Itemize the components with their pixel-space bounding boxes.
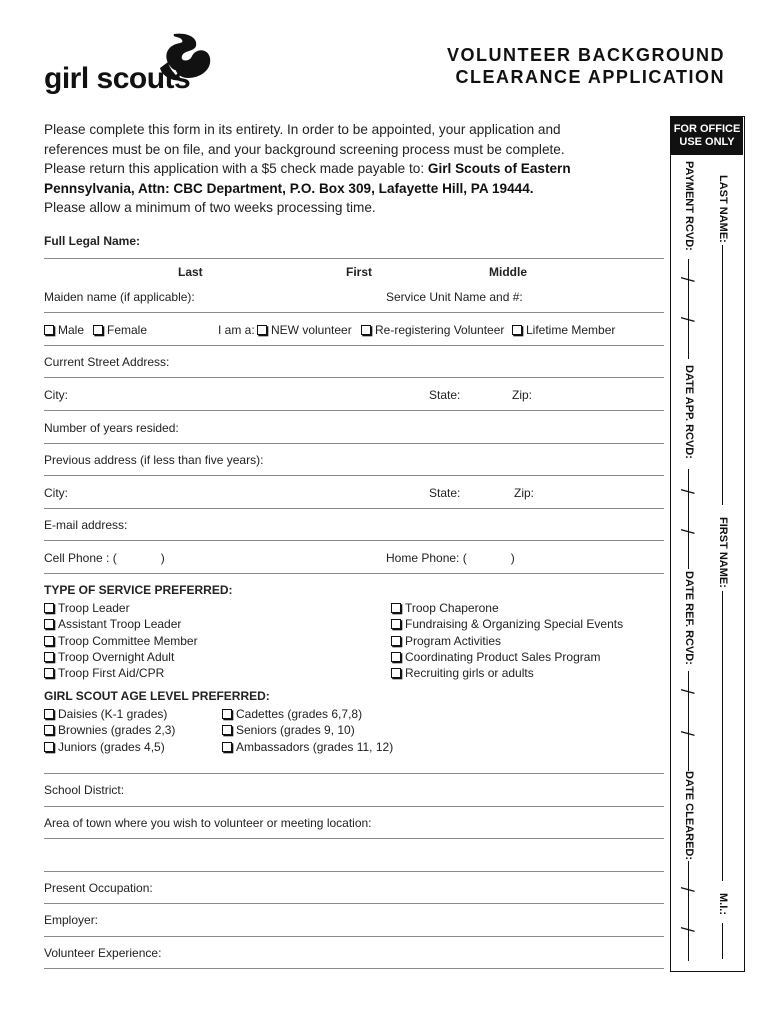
zip-label: Zip:: [514, 486, 535, 500]
current-address-field[interactable]: [44, 377, 664, 378]
email-field[interactable]: [44, 540, 664, 541]
service-heading: TYPE OF SERVICE PREFERRED:: [44, 583, 233, 597]
checkbox-icon: [257, 325, 267, 335]
age-level-option[interactable]: [44, 707, 167, 721]
intro-line: Please allow a minimum of two weeks processing time.: [44, 200, 376, 215]
service-option-label: Troop Overnight Adult: [58, 650, 175, 664]
school-district-label: School District:: [44, 783, 125, 797]
office-head-line: USE ONLY: [679, 136, 735, 148]
male-label: Male: [58, 323, 85, 337]
mi-office-field[interactable]: [722, 923, 723, 959]
occupation-label: Present Occupation:: [44, 881, 153, 895]
lifetime-member-label: Lifetime Member: [526, 323, 616, 337]
date-cleared-label: DATE CLEARED:: [683, 771, 695, 861]
middle-label: Middle: [489, 265, 527, 279]
checkbox-icon: [391, 636, 401, 646]
divider: [44, 773, 664, 774]
occupation-field[interactable]: [44, 903, 664, 904]
office-use-panel: [670, 116, 745, 972]
date-slash: /: [677, 529, 697, 535]
state-label: State:: [429, 486, 461, 500]
checkbox-icon: [44, 652, 54, 662]
date-ref-rcvd-label: DATE REF. RCVD:: [683, 571, 695, 665]
city-label: City:: [44, 388, 68, 402]
service-option[interactable]: [44, 617, 181, 631]
re-registering-checkbox[interactable]: [361, 323, 504, 337]
age-level-label: Seniors (grades 9, 10): [236, 723, 355, 737]
checkbox-icon: [222, 725, 232, 735]
maiden-name-label: Maiden name (if applicable):: [44, 290, 195, 304]
age-level-option[interactable]: [222, 707, 362, 721]
checkbox-icon: [222, 709, 232, 719]
cell-phone-close: ): [160, 551, 165, 565]
title-line-2: CLEARANCE APPLICATION: [455, 67, 725, 87]
checkbox-icon: [391, 652, 401, 662]
re-registering-label: Re-registering Volunteer: [375, 323, 505, 337]
full-legal-name-label: Full Legal Name:: [44, 234, 141, 248]
previous-city-field[interactable]: [44, 508, 664, 509]
date-slash: /: [677, 731, 697, 737]
maiden-name-field[interactable]: [44, 312, 664, 313]
years-resided-label: Number of years resided:: [44, 421, 179, 435]
checkbox-icon: [93, 325, 103, 335]
school-district-field[interactable]: [44, 806, 664, 807]
date-slash: /: [677, 689, 697, 695]
last-name-office-field[interactable]: [722, 245, 723, 505]
checkbox-icon: [44, 325, 54, 335]
checkbox-icon: [44, 725, 54, 735]
intro-address-bold: Girl Scouts of Eastern: [427, 161, 571, 176]
service-option-label: Troop First Aid/CPR: [58, 666, 165, 680]
checkbox-icon: [222, 742, 232, 752]
office-use-header: [671, 117, 743, 155]
email-label: E-mail address:: [44, 518, 128, 532]
employer-label: Employer:: [44, 913, 99, 927]
divider: [44, 345, 664, 346]
lifetime-member-checkbox[interactable]: [512, 323, 615, 337]
last-label: Last: [178, 265, 203, 279]
home-phone-close: ): [510, 551, 515, 565]
i-am-a-label: I am a:: [218, 323, 255, 337]
full-legal-name-field[interactable]: [44, 258, 664, 259]
area-of-town-field-2[interactable]: [44, 871, 664, 872]
first-name-office-label: FIRST NAME:: [717, 517, 729, 588]
checkbox-icon: [44, 668, 54, 678]
checkbox-icon: [44, 619, 54, 629]
cell-phone-open: Cell Phone : (: [44, 551, 117, 565]
date-app-rcvd-field[interactable]: [688, 469, 689, 569]
zip-label: Zip:: [512, 388, 533, 402]
age-level-label: Brownies (grades 2,3): [58, 723, 176, 737]
service-option-label: Recruiting girls or adults: [405, 666, 534, 680]
age-level-label: Ambassadors (grades 11, 12): [236, 740, 394, 754]
previous-address-label: Previous address (if less than five years):: [44, 453, 264, 467]
city-label: City:: [44, 486, 68, 500]
age-level-heading: GIRL SCOUT AGE LEVEL PREFERRED:: [44, 689, 270, 703]
date-slash: /: [677, 489, 697, 495]
new-volunteer-checkbox[interactable]: [257, 323, 352, 337]
age-level-option[interactable]: [44, 723, 175, 737]
female-label: Female: [107, 323, 148, 337]
payment-rcvd-label: PAYMENT RCVD:: [683, 161, 695, 251]
service-option[interactable]: [391, 617, 623, 631]
service-option[interactable]: [391, 666, 534, 680]
area-of-town-label: Area of town where you wish to volunteer or meeting location:: [44, 816, 372, 830]
volunteer-experience-label: Volunteer Experience:: [44, 946, 162, 960]
intro-paragraph: [44, 120, 644, 218]
male-checkbox[interactable]: [44, 323, 84, 337]
checkbox-icon: [391, 619, 401, 629]
date-ref-rcvd-field[interactable]: [688, 671, 689, 771]
mi-office-label: M.I.:: [717, 893, 729, 915]
service-option[interactable]: [391, 634, 501, 648]
checkbox-icon: [44, 603, 54, 613]
checkbox-icon: [44, 636, 54, 646]
new-volunteer-label: NEW volunteer: [271, 323, 352, 337]
intro-line: Please complete this form in its entirety. In order to be appointed, your application and: [44, 122, 561, 137]
last-name-office-label: LAST NAME:: [717, 175, 729, 243]
age-level-option[interactable]: [222, 723, 355, 737]
first-label: First: [346, 265, 373, 279]
home-phone-open: Home Phone: (: [386, 551, 467, 565]
service-option-label: Fundraising & Organizing Special Events: [405, 617, 624, 631]
first-name-office-field[interactable]: [722, 591, 723, 881]
checkbox-icon: [44, 709, 54, 719]
service-option[interactable]: [391, 650, 600, 664]
service-option[interactable]: [44, 666, 164, 680]
checkbox-icon: [391, 668, 401, 678]
service-unit-label: Service Unit Name and #:: [386, 290, 523, 304]
volunteer-experience-field[interactable]: [44, 968, 664, 969]
current-address-label: Current Street Address:: [44, 355, 170, 369]
date-app-rcvd-label: DATE APP. RCVD:: [683, 365, 695, 459]
date-slash: /: [677, 317, 697, 323]
checkbox-icon: [361, 325, 371, 335]
age-level-option[interactable]: [44, 740, 165, 754]
intro-address-bold: Pennsylvania, Attn: CBC Department, P.O. Box 309, Lafayette Hill, PA 19444.: [44, 180, 534, 196]
service-option-label: Coordinating Product Sales Program: [405, 650, 601, 664]
female-checkbox[interactable]: [93, 323, 147, 337]
previous-address-field[interactable]: [44, 475, 664, 476]
intro-line: [44, 159, 644, 179]
age-level-label: Cadettes (grades 6,7,8): [236, 707, 363, 721]
checkbox-icon: [391, 603, 401, 613]
intro-line-text: Please return this application with a $5 check made payable to:: [44, 161, 428, 176]
years-resided-field[interactable]: [44, 443, 664, 444]
employer-field[interactable]: [44, 936, 664, 937]
date-slash: /: [677, 927, 697, 933]
checkbox-icon: [44, 742, 54, 752]
service-option-label: Troop Leader: [58, 601, 130, 615]
logo-text: girl scouts: [44, 62, 191, 95]
phone-field[interactable]: [44, 573, 664, 574]
cell-phone-label: [44, 551, 165, 565]
service-option[interactable]: [44, 650, 174, 664]
page-title: [420, 44, 725, 88]
age-level-option[interactable]: [222, 740, 393, 754]
title-line-1: VOLUNTEER BACKGROUND: [446, 45, 725, 65]
date-cleared-field[interactable]: [688, 861, 689, 961]
office-head-line: FOR OFFICE: [673, 123, 741, 135]
service-option-label: Assistant Troop Leader: [58, 617, 182, 631]
age-level-label: Juniors (grades 4,5): [58, 740, 165, 754]
intro-line: [44, 179, 644, 199]
service-option-label: Troop Committee Member: [58, 634, 198, 648]
service-option-label: Program Activities: [405, 634, 502, 648]
city-field[interactable]: [44, 410, 664, 411]
date-slash: /: [677, 277, 697, 283]
area-of-town-field[interactable]: [44, 838, 664, 839]
service-option[interactable]: [44, 601, 130, 615]
service-option[interactable]: [44, 634, 198, 648]
date-slash: /: [677, 887, 697, 893]
home-phone-label: [386, 551, 515, 565]
intro-line: references must be on file, and your background screening process must be complete.: [44, 141, 565, 157]
age-level-label: Daisies (K-1 grades): [58, 707, 168, 721]
service-option-label: Troop Chaperone: [405, 601, 499, 615]
payment-rcvd-field[interactable]: [688, 259, 689, 359]
service-option[interactable]: [391, 601, 499, 615]
state-label: State:: [429, 388, 461, 402]
checkbox-icon: [512, 325, 522, 335]
